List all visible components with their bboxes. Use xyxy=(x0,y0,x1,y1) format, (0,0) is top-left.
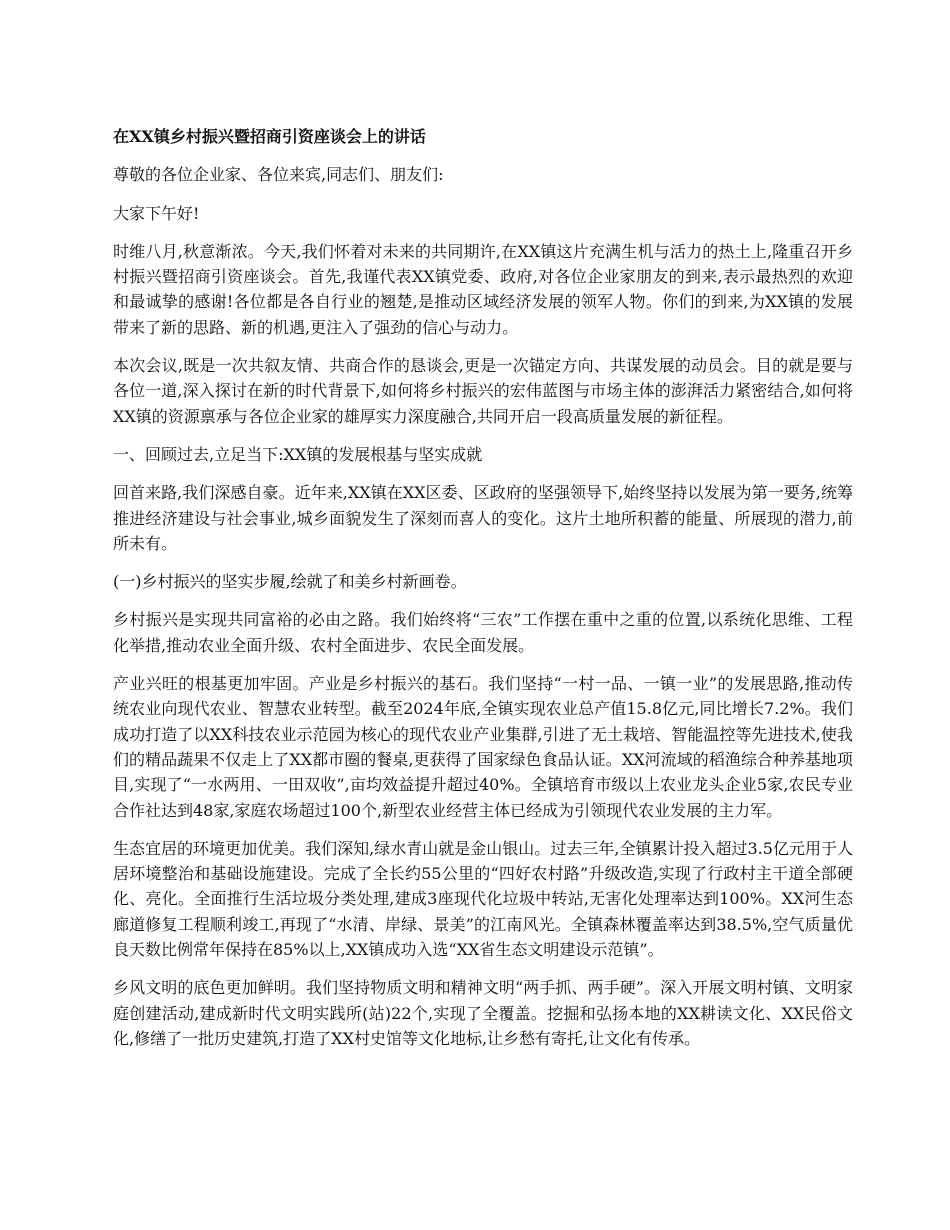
document-title: 在XX镇乡村振兴暨招商引资座谈会上的讲话 xyxy=(113,127,426,146)
subsection-heading-1: (一)乡村振兴的坚实步履,绘就了和美乡村新画卷。 xyxy=(113,572,467,592)
paragraph-opening: 时维八月,秋意渐浓。今天,我们怀着对未来的共同期许,在XX镇这片充满生机与活力的热土上,隆重召开乡村振兴暨招商引资座谈会。首先,我谨代表XX镇党委、政府,对各位企业家朋友的到来,表示最热烈的欢迎和最诚挚的感谢!各位都是各自行业的翘楚,是推动区域经济发展的领军人物。你们的到来,为XX镇的发展带来了新的思路、新的机遇,更注入了强劲的信心与动力。 xyxy=(113,241,853,337)
paragraph-ecology: 生态宜居的环境更加优美。我们深知,绿水青山就是金山银山。过去三年,全镇累计投入超过3.5亿元用于人居环境整治和基础设施建设。完成了全长约55公里的“四好农村路”升级改造,实现了行政村主干道全部硬化、亮化。全面推行生活垃圾分类处理,建成3座现代化垃圾中转站,无害化处理率达到100%。XX河生态廊道修复工程顺利竣工,再现了“水清、岸绿、景美”的江南风光。全镇森林覆盖率达到38.5%,空气质量优良天数比例常年保持在85%以上,XX镇成功入选“XX省生态文明建设示范镇”。 xyxy=(113,838,853,960)
paragraph-civilization: 乡风文明的底色更加鲜明。我们坚持物质文明和精神文明“两手抓、两手硬”。深入开展文明村镇、文明家庭创建活动,建成新时代文明实践所(站)22个,实现了全覆盖。挖掘和弘扬本地的XX耕读文化、XX民俗文化,修缮了一批历史建筑,打造了XX村史馆等文化地标,让乡愁有寄托,让文化有传承。 xyxy=(113,978,853,1048)
paragraph-meeting-purpose: 本次会议,既是一次共叙友情、共商合作的恳谈会,更是一次锚定方向、共谋发展的动员会。目的就是要与各位一道,深入探讨在新的时代背景下,如何将乡村振兴的宏伟蓝图与市场主体的澎湃活力紧密结合,如何将XX镇的资源禀承与各位企业家的雄厚实力深度融合,共同开启一段高质量发展的新征程。 xyxy=(113,356,853,426)
paragraph-industry: 产业兴旺的根基更加牢固。产业是乡村振兴的基石。我们坚持“一村一品、一镇一业”的发展思路,推动传统农业向现代农业、智慧农业转型。截至2024年底,全镇实现农业总产值15.8亿元,同比增长7.2%。我们成功打造了以XX科技农业示范园为核心的现代农业产业集群,引进了无土栽培、智能温控等先进技术,使我们的精品蔬果不仅走上了XX都市圈的餐桌,更获得了国家绿色食品认证。XX河流域的稻渔综合种养基地项目,实现了“一水两用、一田双收”,亩均效益提升超过40%。全镇培育市级以上农业龙头企业5家,农民专业合作社达到48家,家庭农场超过100个,新型农业经营主体已经成为引领现代农业发展的主力军。 xyxy=(113,674,853,820)
greeting: 大家下午好! xyxy=(113,203,200,223)
document-page xyxy=(113,124,853,1064)
paragraph-review: 回首来路,我们深感自豪。近年来,XX镇在XX区委、区政府的坚强领导下,始终坚持以发展为第一要务,统筹推进经济建设与社会事业,城乡面貌发生了深刻而喜人的变化。这片土地所积蓄的能量、所展现的潜力,前所未有。 xyxy=(113,483,853,553)
paragraph-rural-revitalization: 乡村振兴是实现共同富裕的必由之路。我们始终将“三农”工作摆在重中之重的位置,以系统化思维、工程化举措,推动农业全面升级、农村全面进步、农民全面发展。 xyxy=(113,610,853,655)
salutation: 尊敬的各位企业家、各位来宾,同志们、朋友们: xyxy=(113,165,444,185)
section-heading-1: 一、回顾过去,立足当下:XX镇的发展根基与坚实成就 xyxy=(113,444,483,464)
